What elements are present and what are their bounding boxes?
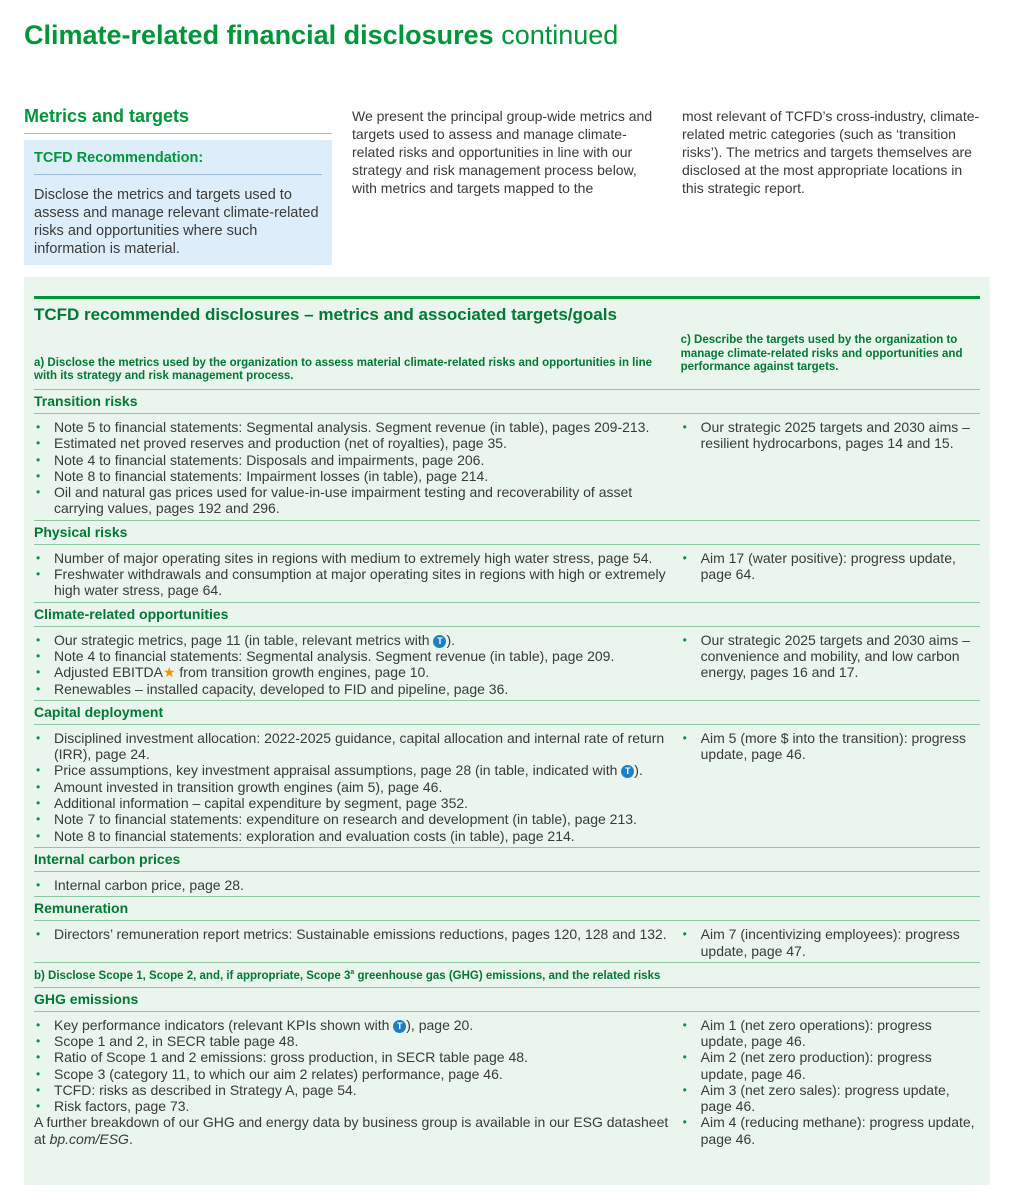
list-item: • Renewables – installed capacity, developed to FID and pipeline, page 36. — [34, 681, 673, 697]
page-title: Climate-related financial disclosures continued — [24, 20, 619, 50]
list-item: • Aim 4 (reducing methane): progress update, page 46. — [681, 1114, 980, 1147]
list-item: • Oil and natural gas prices used for value-in-use impairment testing and recoverability of asset carrying values, pages 192 and 296. — [34, 484, 673, 517]
list-item: • Price assumptions, key investment appraisal assumptions, page 28 (in table, indicated with T ). — [34, 762, 673, 778]
list-item: • Note 7 to financial statements: expenditure on research and development (in table), page 213. — [34, 811, 673, 827]
section-transition-risks: Transition risks — [34, 389, 980, 414]
list-item: • Freshwater withdrawals and consumption at major operating sites in regions with high or extremely high water stress, page 64. — [34, 566, 673, 599]
list-item: • Key performance indicators (relevant KPIs shown with T ), page 20. — [34, 1017, 673, 1033]
intro-column-2: We present the principal group-wide metrics and targets used to assess and manage climate-related risks and opportunities in line with our strategy and risk management process below, with metrics and targets mapped to the — [352, 108, 653, 196]
list-item: • Our strategic metrics, page 11 (in table, relevant metrics with T ). — [34, 632, 673, 648]
list-item: • Risk factors, page 73. — [34, 1098, 673, 1114]
list-item: • Note 4 to financial statements: Segmental analysis. Segment revenue (in table), page 209. — [34, 648, 673, 664]
section-capital-deployment: Capital deployment — [34, 700, 980, 725]
list-item: • Note 4 to financial statements: Disposals and impairments, page 206. — [34, 452, 673, 468]
section-body-capital — [34, 725, 980, 847]
disclosures-panel — [24, 277, 990, 1185]
header-a: a) Disclose the metrics used by the organization to assess material climate-related risks and opportunities in line with its strategy and risk management process. — [34, 357, 652, 382]
recommendation-title: TCFD Recommendation: — [34, 150, 322, 175]
section-body-carbon — [34, 872, 980, 896]
list-item: • Scope 1 and 2, in SECR table page 48. — [34, 1033, 673, 1049]
list-item: • Estimated net proved reserves and production (net of royalties), page 35. — [34, 435, 673, 451]
panel-title: TCFD recommended disclosures – metrics and associated targets/goals — [34, 305, 617, 324]
section-internal-carbon-prices: Internal carbon prices — [34, 847, 980, 872]
transition-t-icon: T — [621, 765, 634, 778]
list-item: • Aim 3 (net zero sales): progress update, page 46. — [681, 1082, 980, 1115]
section-body-opportunities — [34, 627, 980, 700]
list-item: • Note 8 to financial statements: Impairment losses (in table), page 214. — [34, 468, 673, 484]
tcfd-recommendation-box — [24, 140, 332, 265]
section-body-remuneration — [34, 921, 980, 962]
list-item: • Aim 1 (net zero operations): progress update, page 46. — [681, 1017, 980, 1050]
list-item: • Disciplined investment allocation: 2022-2025 guidance, capital allocation and internal rate of return (IRR), page 24. — [34, 730, 673, 763]
list-item: • Number of major operating sites in regions with medium to extremely high water stress, page 54. — [34, 550, 673, 566]
ghg-note: A further breakdown of our GHG and energy data by business group is available in our ESG datasheet at bp.com/ESG. — [34, 1114, 669, 1147]
list-item: • Scope 3 (category 11, to which our aim 2 relates) performance, page 46. — [34, 1066, 673, 1082]
star-icon: ★ — [162, 664, 176, 681]
header-b: b) Disclose Scope 1, Scope 2, and, if appropriate, Scope 3$^a$ greenhouse gas (GHG) emissions, and the related risks — [34, 962, 980, 987]
list-item: • Additional information – capital expenditure by segment, page 352. — [34, 795, 673, 811]
section-heading-metrics-targets: Metrics and targets — [24, 106, 332, 134]
recommendation-text: Disclose the metrics and targets used to assess and manage relevant climate-related risks and opportunities where such information is material. — [34, 187, 319, 257]
header-c: c) Describe the targets used by the organization to manage climate-related risks and opportunities and performance against targets. — [680, 334, 963, 373]
list-item: • Directors’ remuneration report metrics: Sustainable emissions reductions, pages 120, 128 and 132. — [34, 926, 673, 942]
list-item: • Internal carbon price, page 28. — [34, 877, 673, 893]
list-item: • Amount invested in transition growth engines (aim 5), page 46. — [34, 779, 673, 795]
list-item: • Adjusted EBITDA★ from transition growth engines, page 10. — [34, 664, 673, 680]
section-physical-risks: Physical risks — [34, 520, 980, 545]
section-body-physical — [34, 545, 980, 602]
transition-t-icon: T — [393, 1020, 406, 1033]
list-item: • Ratio of Scope 1 and 2 emissions: gross production, in SECR table page 48. — [34, 1049, 673, 1065]
section-remuneration: Remuneration — [34, 896, 980, 921]
section-opportunities: Climate-related opportunities — [34, 602, 980, 627]
list-item: • Note 5 to financial statements: Segmental analysis. Segment revenue (in table), pages 209-213. — [34, 419, 673, 435]
list-item: • Our strategic 2025 targets and 2030 aims – convenience and mobility, and low carbon energy, pages 16 and 17. — [681, 632, 980, 681]
section-body-transition — [34, 414, 980, 520]
section-body-ghg — [34, 1012, 980, 1150]
list-item: • TCFD: risks as described in Strategy A, page 54. — [34, 1082, 673, 1098]
list-item: • Aim 17 (water positive): progress update, page 64. — [681, 550, 980, 583]
panel-top-rule — [34, 296, 980, 299]
list-item: • Aim 2 (net zero production): progress update, page 46. — [681, 1049, 980, 1082]
intro-column-3: most relevant of TCFD’s cross-industry, climate-related metric categories (such as ‘transition risks’). The metrics and targets themselves are disclosed at the most appropriate locations in this strategic report. — [682, 108, 980, 196]
esg-link[interactable]: bp.com/ESG — [49, 1130, 129, 1147]
list-item: • Aim 5 (more $ into the transition): progress update, page 46. — [681, 730, 980, 763]
list-item: • Note 8 to financial statements: exploration and evaluation costs (in table), page 214. — [34, 828, 673, 844]
list-item: • Our strategic 2025 targets and 2030 aims – resilient hydrocarbons, pages 14 and 15. — [681, 419, 980, 452]
section-ghg-emissions: GHG emissions — [34, 987, 980, 1012]
transition-t-icon: T — [433, 635, 446, 648]
list-item: • Aim 7 (incentivizing employees): progress update, page 47. — [681, 926, 980, 959]
